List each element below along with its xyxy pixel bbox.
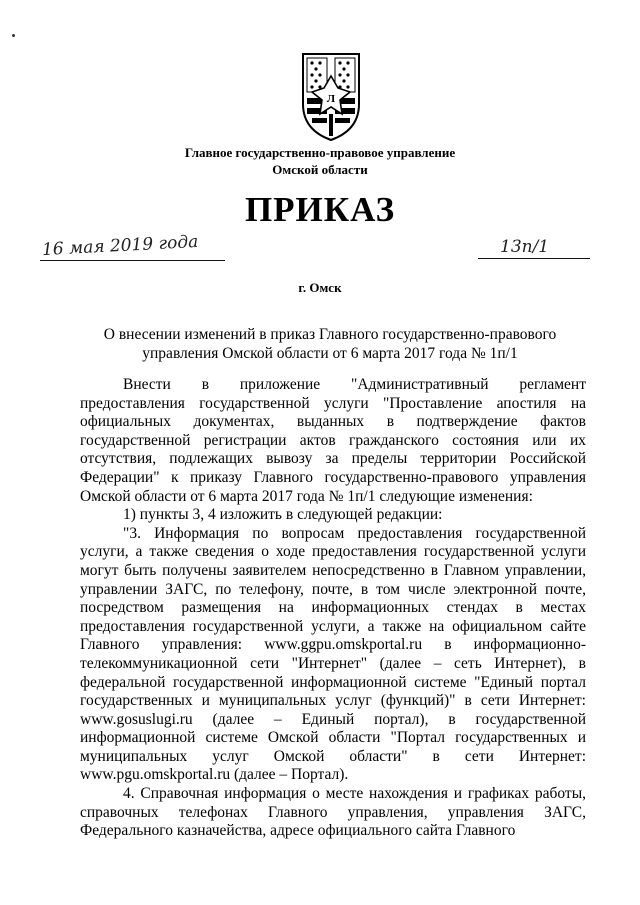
scan-speck xyxy=(12,34,15,37)
svg-text:Л: Л xyxy=(326,93,336,105)
document-title: ПРИКАЗ xyxy=(244,190,396,229)
coat-of-arms-icon xyxy=(300,52,362,142)
body-paragraph: Внести в приложение "Административный регламент предоставления государственной услуги "Проставление апостиля на официальных документах, выданных в подтверждение фактов государственной регистрации актов гражданского состояния или их отсутствия, подлежащих вывозу за пределы территории Российской Федерации" к приказу Главного государственно-правового управления Омской области от 6 марта 2017 года № 1п/1 следующие изменения: xyxy=(80,376,586,505)
city-name: г. Омск xyxy=(298,280,342,295)
handwritten-date: 16 мая 2019 года xyxy=(41,231,199,261)
organization-name-line2: Омской области xyxy=(272,162,368,177)
handwritten-number: 13п/1 xyxy=(500,237,550,257)
body-paragraph: "3. Информация по вопросам предоставления государственной услуги, а также сведения о ходе предоставления государственной услуги могут быть получены заявителем непосредственно в Главном управлении, управлении ЗАГС, по телефону, почте, в том числе электронной почте, посредством размещения на информационных стендах в местах предоставления государственной услуги, а также на официальном сайте Главного управления: www.ggpu.omskportal.ru в информационно-телекоммуникационной сети "Интернет" (далее – сеть Интернет), в федеральной государственной информационной системе "Единый портал государственных и муниципальных услуг (функций)" в сети Интернет: www.gosuslugi.ru (далее – Единый портал), в государственной информационной системе Омской области "Портал государственных и муниципальных услуг Омской области" в сети Интернет: www.pgu.omskportal.ru (далее – Портал). xyxy=(80,524,586,784)
body-paragraph: 1) пункты 3, 4 изложить в следующей редакции: xyxy=(123,506,443,524)
number-underline xyxy=(478,258,590,259)
body-paragraph: 4. Справочная информация о месте нахождения и графиках работы, справочных телефонах Главного управления, управления ЗАГС, Федерального казначейства, адресе официального сайта Главного xyxy=(80,785,586,840)
document-body xyxy=(80,376,586,841)
organization-name-line1: Главное государственно-правовое управление xyxy=(184,145,456,160)
date-underline xyxy=(40,260,225,261)
document-subject: О внесении изменений в приказ Главного государственно-правового управления Омской области от 6 марта 2017 года № 1п/1 xyxy=(103,326,557,362)
